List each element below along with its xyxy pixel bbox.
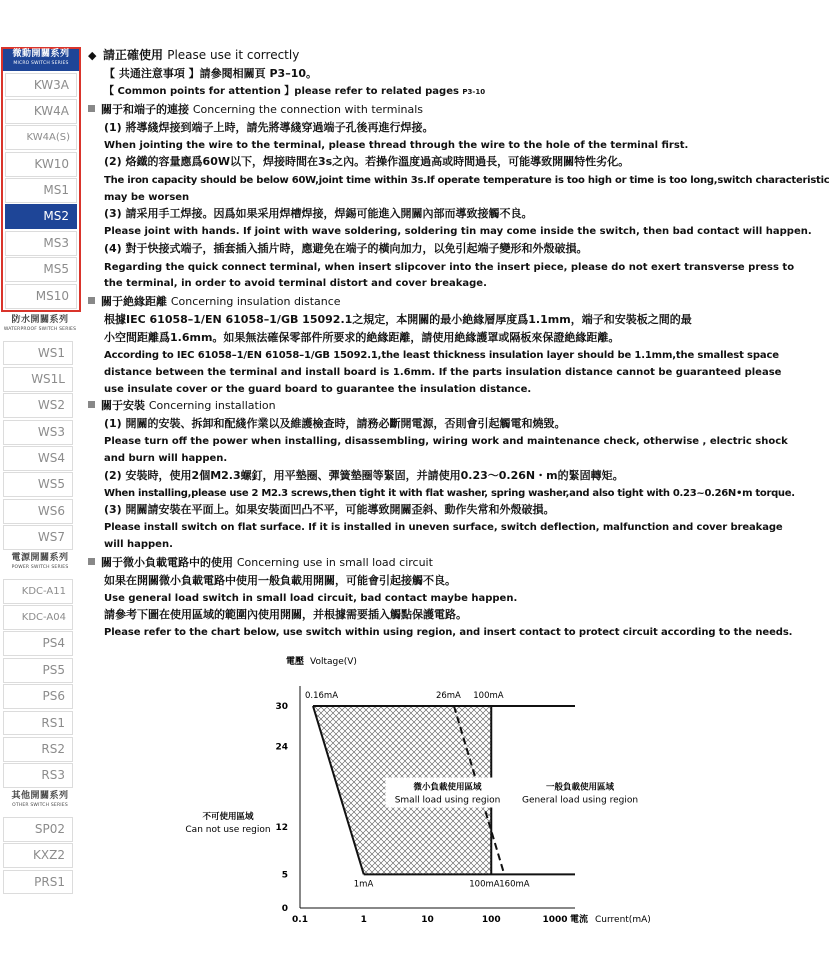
terminals-1-zh: (1) 將導綫焊接到端子上時，請先將導綫穿過端子孔後再進行焊接。 (104, 121, 434, 134)
small-load-en-b: Please refer to the chart below, use switch within using region, and insert contact to protect circuit according to the needs. (104, 627, 793, 638)
sidebar-item-ms1[interactable]: MS1 (5, 178, 77, 203)
annotation-label: 26mA (435, 691, 461, 701)
section-title-en: POWER SWITCH SERIES (11, 565, 69, 571)
terminals-2-en-b: may be worsen (104, 192, 190, 203)
sidebar-section-title[interactable] (3, 791, 77, 815)
square-bullet-icon (88, 297, 95, 304)
sidebar-section (1, 47, 81, 312)
sidebar-section-title[interactable] (3, 553, 77, 577)
sidebar-item-rs2[interactable]: RS2 (3, 737, 73, 762)
sidebar-item-ws3[interactable]: WS3 (3, 420, 73, 445)
terminals-2-en-a: The iron capacity should be below 60W,joint time within 3s.If operate temperature is too high or time is too long,switch characteristic (104, 175, 829, 186)
small-load-en-a: Use general load switch in small load circuit, bad contact maybe happen. (104, 593, 518, 604)
terminals-3-en: Please joint with hands. If joint with wave soldering, soldering tin may come inside the switch, then bad contact will happen. (104, 226, 812, 237)
cannot-use-label-en: Can not use region (185, 825, 271, 836)
x-tick-label: 10 (421, 915, 434, 925)
x-tick-label: 1000 (542, 915, 568, 925)
section-title-zh: 防水開關系列 (11, 315, 69, 326)
sidebar-item-ps5[interactable]: PS5 (3, 658, 73, 683)
diamond-bullet-icon: ◆ (88, 49, 97, 62)
common-notes-zh: 【 共通注意事項 】請參閱相關頁 P3–10。 (104, 67, 318, 80)
section-insulation-title: 關于絶緣距離 Concerning insulation distance (88, 295, 341, 309)
usage-region-chart (180, 650, 651, 925)
small-load-zh-b: 請參考下圖在使用區域的範圍內使用開關，并根據需要插入觸點保護電路。 (104, 608, 467, 621)
installation-3-en-a: Please install switch on flat surface. If it is installed in uneven surface, switch deflection, malfunction and cover breakage (104, 522, 783, 533)
sidebar-section (0, 315, 76, 550)
sidebar-item-kxz2[interactable]: KXZ2 (3, 843, 73, 868)
section-title-zh: 微動開關系列 (12, 49, 70, 59)
y-tick-label: 0 (281, 904, 288, 914)
annotation-label: 100mA (469, 879, 500, 890)
sidebar-section-title[interactable] (3, 315, 77, 339)
small-load-label-en: Small load using region (394, 795, 501, 806)
sidebar-item-ws4[interactable]: WS4 (3, 446, 73, 471)
y-tick-label: 5 (281, 870, 288, 881)
insulation-en-a: According to IEC 61058–1/EN 61058–1/GB 15092.1,the least thickness insulation layer should be 1.1mm,the smallest space (104, 350, 779, 361)
terminals-3-zh: (3) 請采用手工焊接。因爲如果采用焊槽焊接，焊錫可能進入開關內部而導致接觸不良。 (104, 207, 533, 220)
x-tick-label: 0.1 (292, 915, 308, 925)
section-title-zh: 其他開關系列 (11, 791, 69, 802)
sidebar-item-ws7[interactable]: WS7 (3, 525, 73, 550)
sidebar-item-kw4a[interactable]: KW4A (5, 99, 77, 124)
terminals-2-zh: (2) 烙鐵的容量應爲60W以下，焊接時間在3s之內。若操作溫度過高或時間過長，可能導致開關特性劣化。 (104, 155, 630, 168)
y-axis-label-zh: 電壓 (286, 657, 305, 667)
sidebar-section (0, 791, 76, 894)
y-tick-label: 30 (275, 702, 288, 712)
annotation-label: 0.16mA (305, 691, 339, 701)
sidebar-item-kw3a[interactable]: KW3A (5, 73, 77, 98)
section-small-load-title: 關于微小負載電路中的使用 Concerning use in small load circuit (88, 556, 433, 570)
sidebar-section (0, 553, 76, 788)
installation-1-en-b: and burn will happen. (104, 453, 228, 464)
insulation-en-c: use insulate cover or the guard board to guarantee the insulation distance. (104, 384, 532, 395)
cannot-use-label-zh: 不可使用區域 (202, 812, 254, 823)
installation-2-zh: (2) 安裝時，使用2個M2.3螺釘，用平墊圈、彈簧墊圈等緊固，并請使用0.23～0.26N・m的緊固轉矩。 (104, 469, 624, 482)
square-bullet-icon (88, 558, 95, 565)
sidebar-item-prs1[interactable]: PRS1 (3, 870, 73, 895)
small-load-zh-a: 如果在開關微小負載電路中使用一般負載用開關，可能會引起接觸不良。 (104, 574, 456, 587)
annotation-label: 1mA (353, 879, 374, 890)
terminals-4-en-a: Regarding the quick connect terminal, when insert slipcover into the insert piece, please do not exert transverse press to (104, 262, 795, 273)
section-installation-title: 關于安裝 Concerning installation (88, 399, 276, 413)
sidebar-item-ws1l[interactable]: WS1L (3, 367, 73, 392)
sidebar-item-ms3[interactable]: MS3 (5, 231, 77, 256)
insulation-zh-a: 根據IEC 61058–1/EN 61058–1/GB 15092.1之規定，本開關的最小絶緣層厚度爲1.1mm，端子和安裝板之間的最 (104, 313, 692, 326)
installation-2-en: When installing,please use 2 M2.3 screws,then tight it with flat washer, spring washer,and also tight with 0.23~0.26N•m torque. (104, 488, 795, 499)
y-tick-label: 24 (275, 742, 288, 753)
section-title-en: OTHER SWITCH SERIES (12, 803, 68, 809)
sidebar-item-rs1[interactable]: RS1 (3, 711, 73, 736)
x-tick-label: 100 (481, 915, 501, 925)
installation-1-en-a: Please turn off the power when installing, disassembling, wiring work and maintenance check, otherwise , electric shock (104, 436, 788, 447)
sidebar-item-ps6[interactable]: PS6 (3, 684, 73, 709)
small-load-label-zh: 微小負載使用區域 (413, 782, 482, 793)
common-notes-en: 【 Common points for attention 】please refer to related pages P3-10 (104, 86, 486, 97)
insulation-en-b: distance between the terminal and install board is 1.6mm. If the parts insulation distance cannot be guaranteed please (104, 367, 782, 378)
sidebar-item-ms10[interactable]: MS10 (5, 284, 77, 309)
insulation-zh-b: 小空間距離爲1.6mm。如果無法確保零部件所要求的絶緣距離，請使用絶緣護罩或隔板來保證絶緣距離。 (104, 331, 620, 344)
y-axis-label-en: Voltage(V) (310, 657, 357, 667)
section-title-en: MICRO SWITCH SERIES (13, 61, 69, 66)
y-tick-label: 12 (275, 823, 288, 834)
sidebar-section-title[interactable] (3, 49, 79, 71)
sidebar-item-rs3[interactable]: RS3 (3, 763, 73, 788)
series-sidebar (0, 47, 80, 896)
annotation-label: 160mA (499, 879, 530, 890)
terminals-4-en-b: the terminal, in order to avoid terminal distort and cover breakage. (104, 278, 487, 289)
sidebar-item-sp02[interactable]: SP02 (3, 817, 73, 842)
sidebar-item-ws1[interactable]: WS1 (3, 341, 73, 366)
sidebar-item-ps4[interactable]: PS4 (3, 631, 73, 656)
sidebar-item-ws2[interactable]: WS2 (3, 393, 73, 418)
sidebar-item-kw10[interactable]: KW10 (5, 152, 77, 177)
sidebar-item-kdc-a11[interactable]: KDC-A11 (3, 579, 73, 604)
general-load-label-en: General load using region (521, 795, 639, 806)
sidebar-item-ms2[interactable]: MS2 (5, 204, 77, 229)
x-tick-label: 1 (360, 915, 367, 925)
section-title-zh: 電源開關系列 (11, 553, 69, 564)
general-load-label-zh: 一般負載使用區域 (545, 782, 615, 793)
installation-3-en-b: will happen. (104, 539, 173, 550)
x-axis-label-zh: 電流 (570, 915, 589, 925)
section-title-en: WATERPROOF SWITCH SERIES (3, 327, 77, 333)
terminals-4-zh: (4) 對于快接式端子，插套插入插片時，應避免在端子的橫向加力，以免引起端子變形和外殼破損。 (104, 242, 588, 255)
installation-3-zh: (3) 開關請安裝在平面上。如果安裝面凹凸不平，可能導致開關歪斜、動作失常和外殼破損。 (104, 503, 555, 516)
section-terminals-title: 關于和端子的連接 Concerning the connection with terminals (88, 103, 423, 117)
x-axis-label-en: Current(mA) (595, 915, 651, 925)
square-bullet-icon (88, 105, 95, 112)
installation-1-zh: (1) 開關的安裝、拆卸和配綫作業以及維護檢查時，請務必斷開電源，否則會引起觸電和燒毀。 (104, 417, 566, 430)
page-heading: ◆ 請正確使用 Please use it correctly (88, 48, 300, 62)
sidebar-item-ms5[interactable]: MS5 (5, 257, 77, 282)
sidebar-item-ws5[interactable]: WS5 (3, 472, 73, 497)
sidebar-item-kw4a-s-[interactable]: KW4A(S) (5, 125, 77, 150)
sidebar-item-ws6[interactable]: WS6 (3, 499, 73, 524)
annotation-label: 100mA (473, 691, 504, 701)
square-bullet-icon (88, 401, 95, 408)
terminals-1-en: When jointing the wire to the terminal, please thread through the wire to the hole of the terminal first. (104, 140, 689, 151)
sidebar-item-kdc-a04[interactable]: KDC-A04 (3, 605, 73, 630)
